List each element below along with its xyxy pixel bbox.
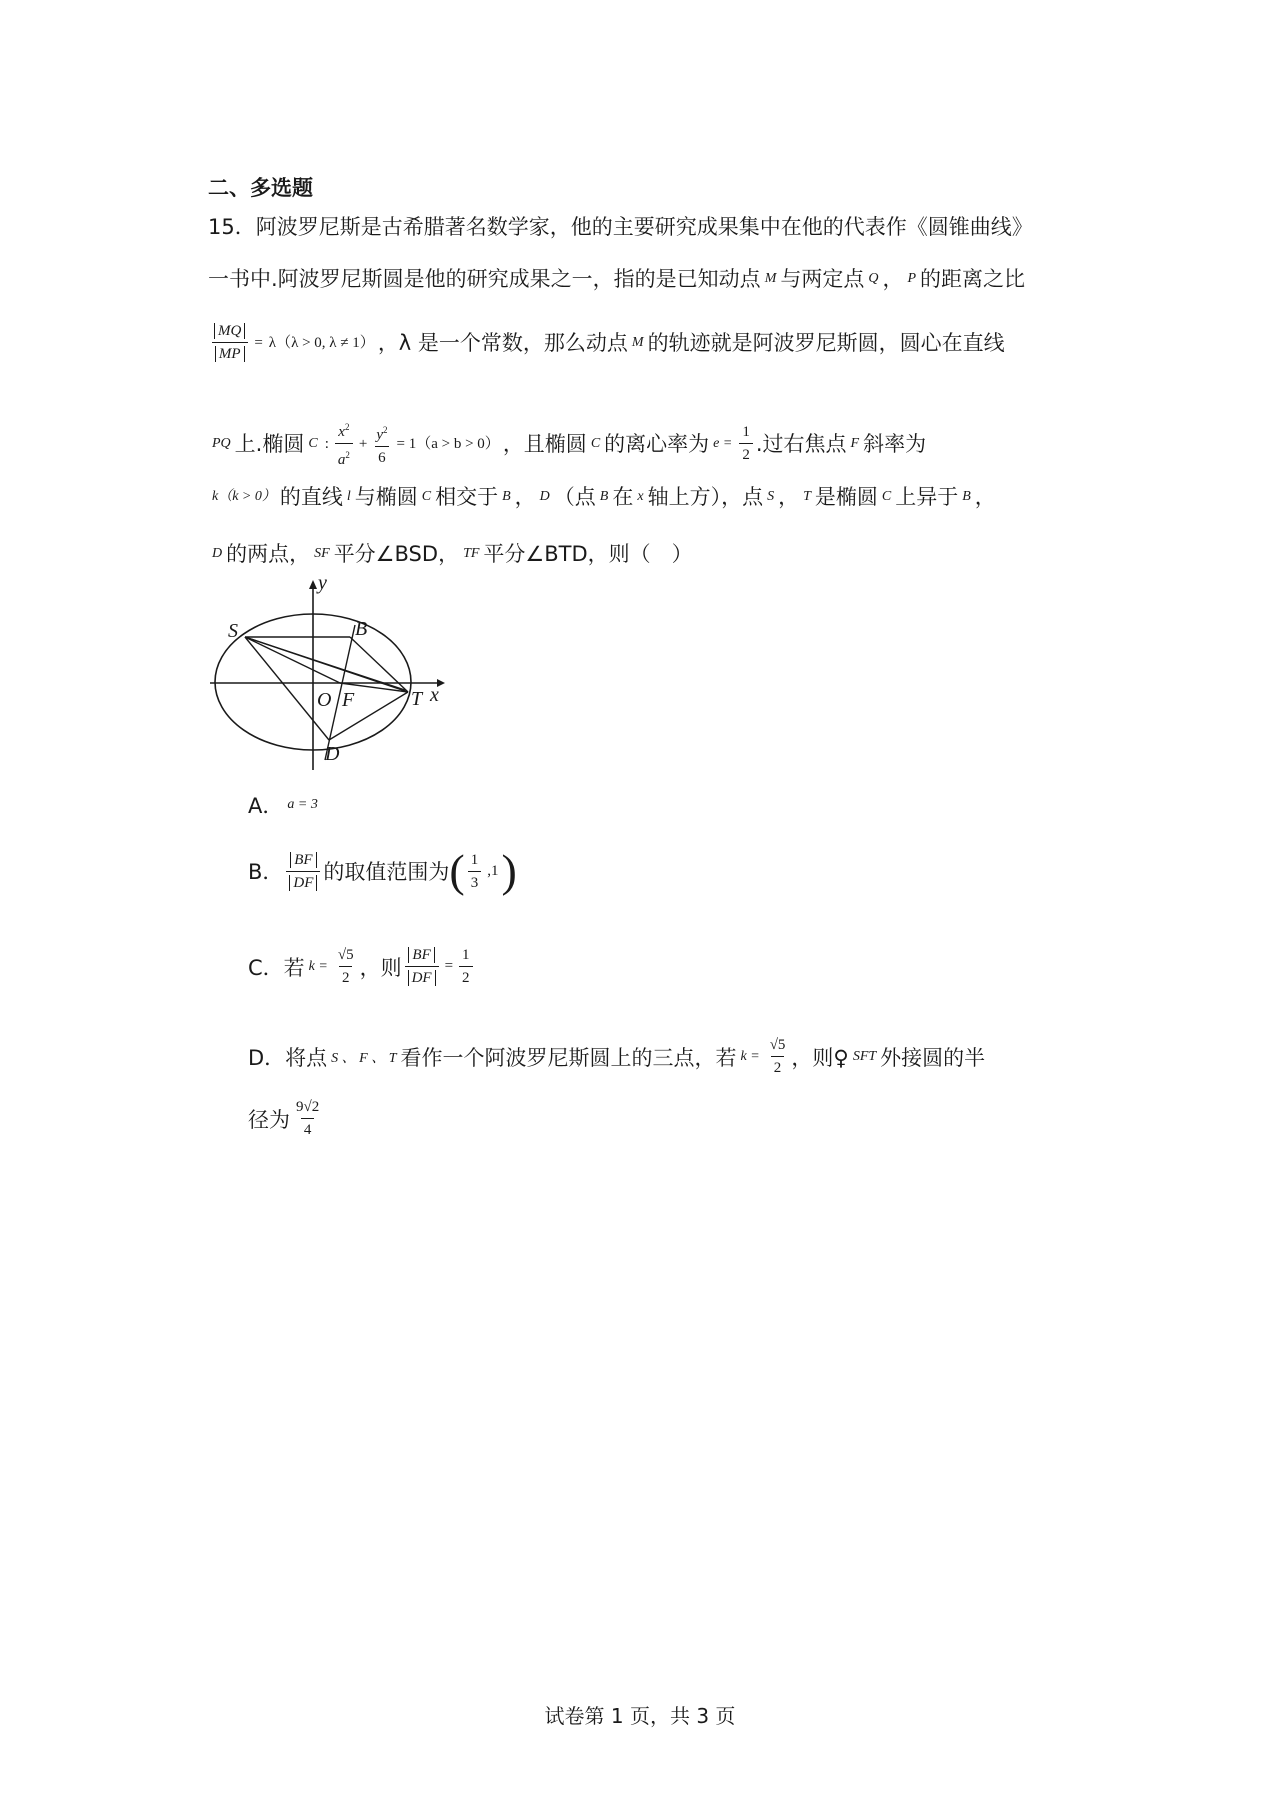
- frac-y2-6: $\frac{y^2}{6}$: [373, 419, 390, 469]
- segment-td: [329, 692, 408, 740]
- label-t: T: [411, 688, 423, 710]
- label-x: x: [430, 684, 439, 706]
- ratio-bf-df: $\frac{BF}{DF}$: [286, 849, 320, 894]
- option-d[interactable]: D．将点 S 、 F 、 T 看作一个阿波罗尼斯圆上的三点，若 k = $\frac{√5}{2}$ ，则♀ SFT 外接圆的半: [248, 1034, 985, 1079]
- option-d-line2: 径为 $\frac{9√2}{4}$: [248, 1096, 325, 1141]
- frac-one-third: $\frac{1}{3}$: [468, 849, 482, 894]
- option-c[interactable]: C．若 k = $\frac{√5}{2}$ ，则 $\frac{BF}{DF}$ = $\frac{1}{2}$: [248, 944, 476, 989]
- frac-half: $\frac{1}{2}$: [739, 421, 753, 466]
- question-number: 15．: [208, 215, 256, 239]
- question-line-5: k（k > 0） 的直线 l 与椭圆 C 相交于 B ， D （点 B 在 x 轴上方），点 S ， T 是椭圆 C 上异于 B ，: [212, 485, 996, 509]
- ratio-mq-mp: $\frac{MQ}{MP}$: [211, 320, 248, 365]
- question-line-3: $\frac{MQ}{MP}$ = λ（λ > 0, λ ≠ 1） ，λ 是一个常数，那么动点 M 的轨迹就是阿波罗尼斯圆，圆心在直线: [208, 320, 1005, 365]
- ellipse-diagram: [205, 575, 455, 775]
- question-line-2: 一书中.阿波罗尼斯圆是他的研究成果之一，指的是已知动点 M 与两定点 Q ， P 的距离之比: [208, 267, 1026, 291]
- frac-answer-radius: $\frac{9√2}{4}$: [293, 1096, 322, 1141]
- frac-x2-a2: $\frac{x^2}{a^2}$: [335, 416, 353, 471]
- frac-root5-2: $\frac{√5}{2}$: [335, 944, 357, 989]
- label-s: S: [228, 620, 238, 642]
- option-a[interactable]: A． a = 3: [248, 794, 318, 818]
- question-line-4: PQ 上.椭圆 C : $\frac{x^2}{a^2}$ + $\frac{y^2}{6}$ = 1（a > b > 0） ，且椭圆 C 的离心率为 e = $\frac{1}{2}$ .过右焦点 F 斜率为: [208, 416, 926, 471]
- question-line-6: D 的两点， SF 平分∠BSD ， TF 平分∠BTD ，则（ ）: [212, 542, 693, 566]
- label-d: D: [325, 743, 340, 765]
- label-b: B: [355, 618, 368, 640]
- frac-root5-2-d: $\frac{√5}{2}$: [767, 1034, 789, 1079]
- y-axis-arrow: [309, 580, 317, 589]
- label-o: O: [317, 689, 332, 711]
- section-title: 二、多选题: [208, 176, 313, 200]
- page-footer: 试卷第 1 页，共 3 页: [544, 1704, 736, 1728]
- option-b[interactable]: B． $\frac{BF}{DF}$ 的取值范围为 ( $\frac{1}{3}$ ,1 ): [248, 845, 517, 896]
- frac-half-c: $\frac{1}{2}$: [459, 944, 473, 989]
- ellipse-figure: [205, 575, 455, 775]
- ratio-bf-df-c: $\frac{BF}{DF}$: [405, 944, 439, 989]
- segment-st-2: [245, 637, 405, 690]
- question-line-1: 15． 阿波罗尼斯是古希腊著名数学家，他的主要研究成果集中在他的代表作《圆锥曲线》: [208, 212, 1033, 242]
- segment-sf: [245, 637, 340, 683]
- label-f: F: [342, 689, 355, 711]
- label-y: y: [318, 575, 327, 594]
